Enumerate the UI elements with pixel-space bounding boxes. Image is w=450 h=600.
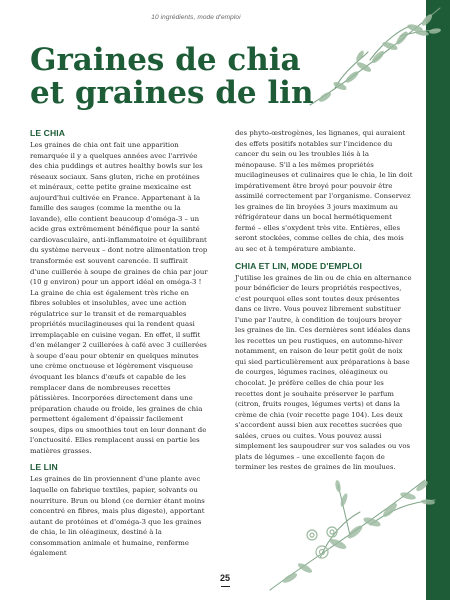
- section-heading-lin: LE LIN: [30, 462, 58, 473]
- title-line-2: et graines de lin: [30, 75, 314, 111]
- running-header: 10 ingrédients, mode d'emploi: [151, 14, 241, 21]
- section-text-lin: Les graines de lin proviennent d'une plante avec laquelle on fabrique textiles, papier, solvants ou nourriture. Brun ou blond (ce dernier étant moins concentré en fibres, mais plus digeste), apportant autant de protéines et d'oméga-3 que les graines de chia, le lin oléagineux, destiné à la consommation animale et humaine, renferme également: [30, 475, 205, 558]
- section-text-mode-emploi: J'utilise les graines de lin ou de chia en alternance pour bénéficier de leurs propriétés respectives, c'est pourquoi elles sont toutes deux présentes dans ce livre. Vous pouvez librement substituer l'une par l'autre, à condition de toujours broyer les graines de lin. Ces dernières sont idéales dans les recettes un peu rustiques, en automne-hiver notamment, en raison de leur petit goût de noix qui sied particulièrement aux préparations à base de courges, légumes racines, oléagineux ou chocolat. Je préfère celles de chia pour les recettes dont je souhaite préserver le parfum (citron, fruits rouges, légumes verts) et dans la crème de chia (voir recette page 104). Les deux s'accordent aussi bien aux recettes sucrées que salées, crues ou cuites. Vous pouvez aussi simplement les saupoudrer sur vos salades ou vos plats de légumes – une excellente façon de terminer les restes de graines de lin moulues.: [235, 273, 412, 472]
- green-side-band: [426, 0, 450, 600]
- section-text-chia: Les graines de chia ont fait une apparition remarquée il y a quelques années avec l'arrivée des chia puddings et autres healthy bowls sur les réseaux sociaux. Sans gluten, riche en protéines et minéraux, cette petite graine mexicaine est aujourd'hui cultivée en France. Appartenant à la famille des sauges (comme la menthe ou la lavande), elle contient beaucoup d'oméga-3 – un acide gras extrêmement bénéfique pour la santé cardiovasculaire, anti-inflammatoire et équilibrant du système nerveux – dont notre alimentation trop transformée est souvent carencée. Il suffirait d'une cuillerée à soupe de graines de chia par jour (10 g environ) pour un apport idéal en oméga-3 ! La graine de chia est également très riche en fibres solubles et insolubles, avec une action régulatrice sur le transit et de remarquables propriétés mucilagineuses qui la rendent quasi irremplaçable en cuisine vegan. En effet, il suffit d'en mélanger 2 cuillerées à café avec 3 cuillerées à soupe d'eau pour obtenir en quelques minutes une crème onctueuse et légèrement visqueuse évoquant les blancs d'œufs et capable de les remplacer dans de nombreuses recettes pâtissières. Incorporées directement dans une préparation chaude ou froide, les graines de chia permettent également d'épaissir facilement soupes, dips ou smoothies tout en leur donnant de l'onctuosité. Elles remplacent aussi en partie les matières grasses.: [30, 141, 208, 455]
- title-line-1: Graines de chia: [30, 42, 301, 78]
- page-number: 25: [0, 573, 450, 583]
- section-heading-mode-emploi: CHIA ET LIN, MODE D'EMPLOI: [235, 260, 363, 271]
- left-column: [30, 128, 208, 559]
- section-heading-chia: LE CHIA: [30, 128, 66, 138]
- section-text-lin-continued: des phyto-œstrogènes, les lignanes, qui auraient des effets positifs notables sur l'incidence du cancer du sein ou les troubles liés à la ménopause. S'il a les mêmes propriétés mucilagineuses et culinaires que le chia, le lin doit impérativement être broyé pour pouvoir être assimilé correctement par l'organisme. Conservez les graines de lin broyées 3 jours maximum au réfrigérateur dans un bocal hermétiquement fermé – elles s'oxydent très vite. Entières, elles seront stockées, comme celles de chia, des mois au sec et à température ambiante.: [235, 129, 413, 254]
- right-column: [235, 128, 413, 473]
- page-title: [30, 44, 390, 110]
